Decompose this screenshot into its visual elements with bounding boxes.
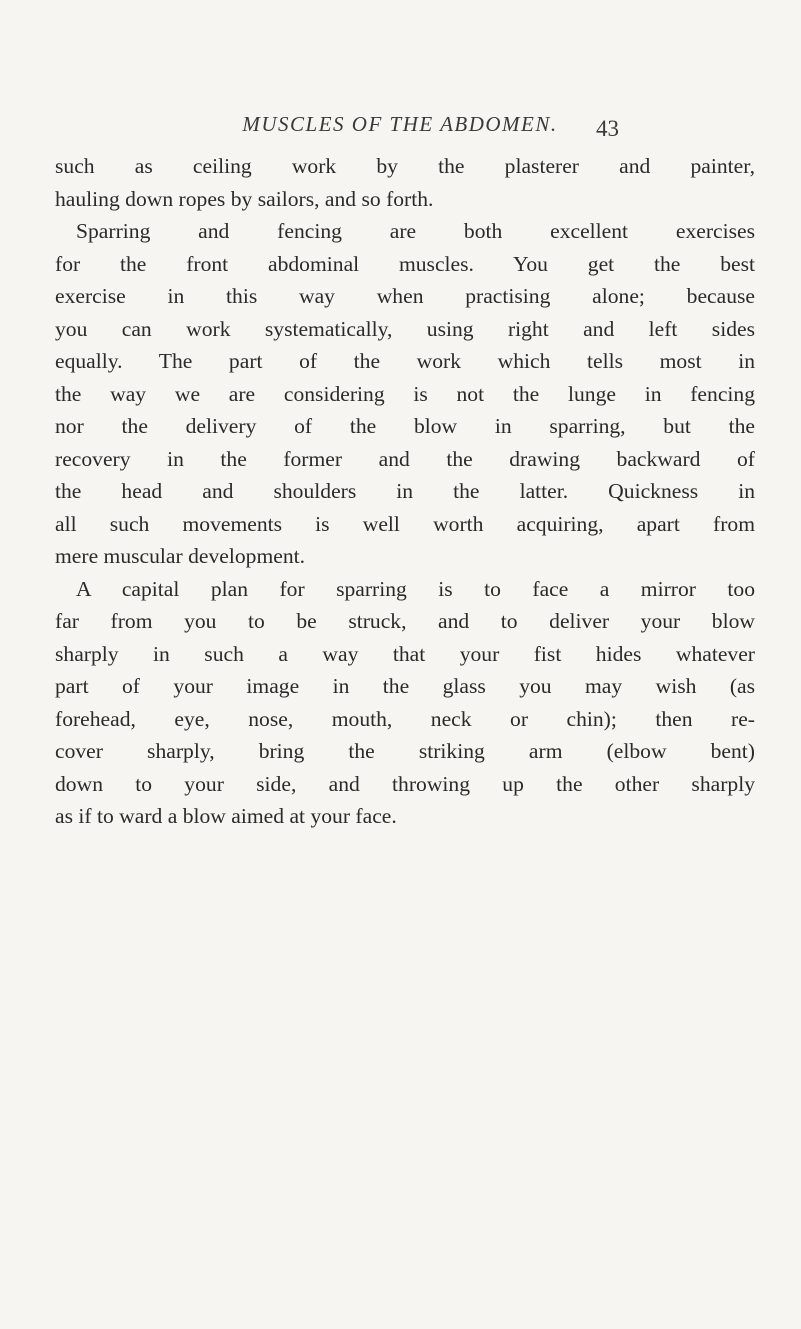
text-line: all such movements is well worth acquiring, apart from — [55, 511, 755, 536]
text-line: equally. The part of the work which tells most in — [55, 349, 755, 373]
text-line: exercise in this way when practising alone; because — [55, 284, 755, 308]
page-number: 43 — [596, 116, 619, 141]
text-line: Sparring and fencing are both excellent exercises — [76, 219, 755, 243]
running-title: MUSCLES OF THE ABDOMEN. — [242, 112, 558, 136]
text-line: far from you to be struck, and to deliver your blow — [55, 609, 755, 633]
text-line: hauling down ropes by sailors, and so forth. — [55, 186, 434, 211]
text-line: you can work systematically, using right and left sides — [55, 316, 755, 341]
text-line: part of your image in the glass you may wish (as — [55, 674, 755, 698]
text-line: sharply in such a way that your fist hides whatever — [55, 641, 755, 666]
text-line: the head and shoulders in the latter. Quickness in — [55, 479, 755, 503]
text-line: forehead, eye, nose, mouth, neck or chin); then re- — [55, 706, 755, 731]
text-line: for the front abdominal muscles. You get the best — [55, 251, 755, 276]
text-line: nor the delivery of the blow in sparring, but the — [55, 414, 755, 438]
text-line: mere muscular development. — [55, 544, 306, 568]
text-line: A capital plan for sparring is to face a mirror too — [76, 576, 755, 601]
text-line: the way we are considering is not the lunge in fencing — [55, 381, 755, 406]
text-line: such as ceiling work by the plasterer and painter, — [55, 154, 755, 178]
text-line: as if to ward a blow aimed at your face. — [55, 804, 397, 828]
text-line: cover sharply, bring the striking arm (elbow bent) — [55, 739, 755, 763]
text-line: recovery in the former and the drawing backward of — [55, 446, 755, 471]
text-line: down to your side, and throwing up the other sharply — [55, 771, 755, 796]
running-head — [0, 104, 801, 144]
body-text — [55, 150, 755, 833]
